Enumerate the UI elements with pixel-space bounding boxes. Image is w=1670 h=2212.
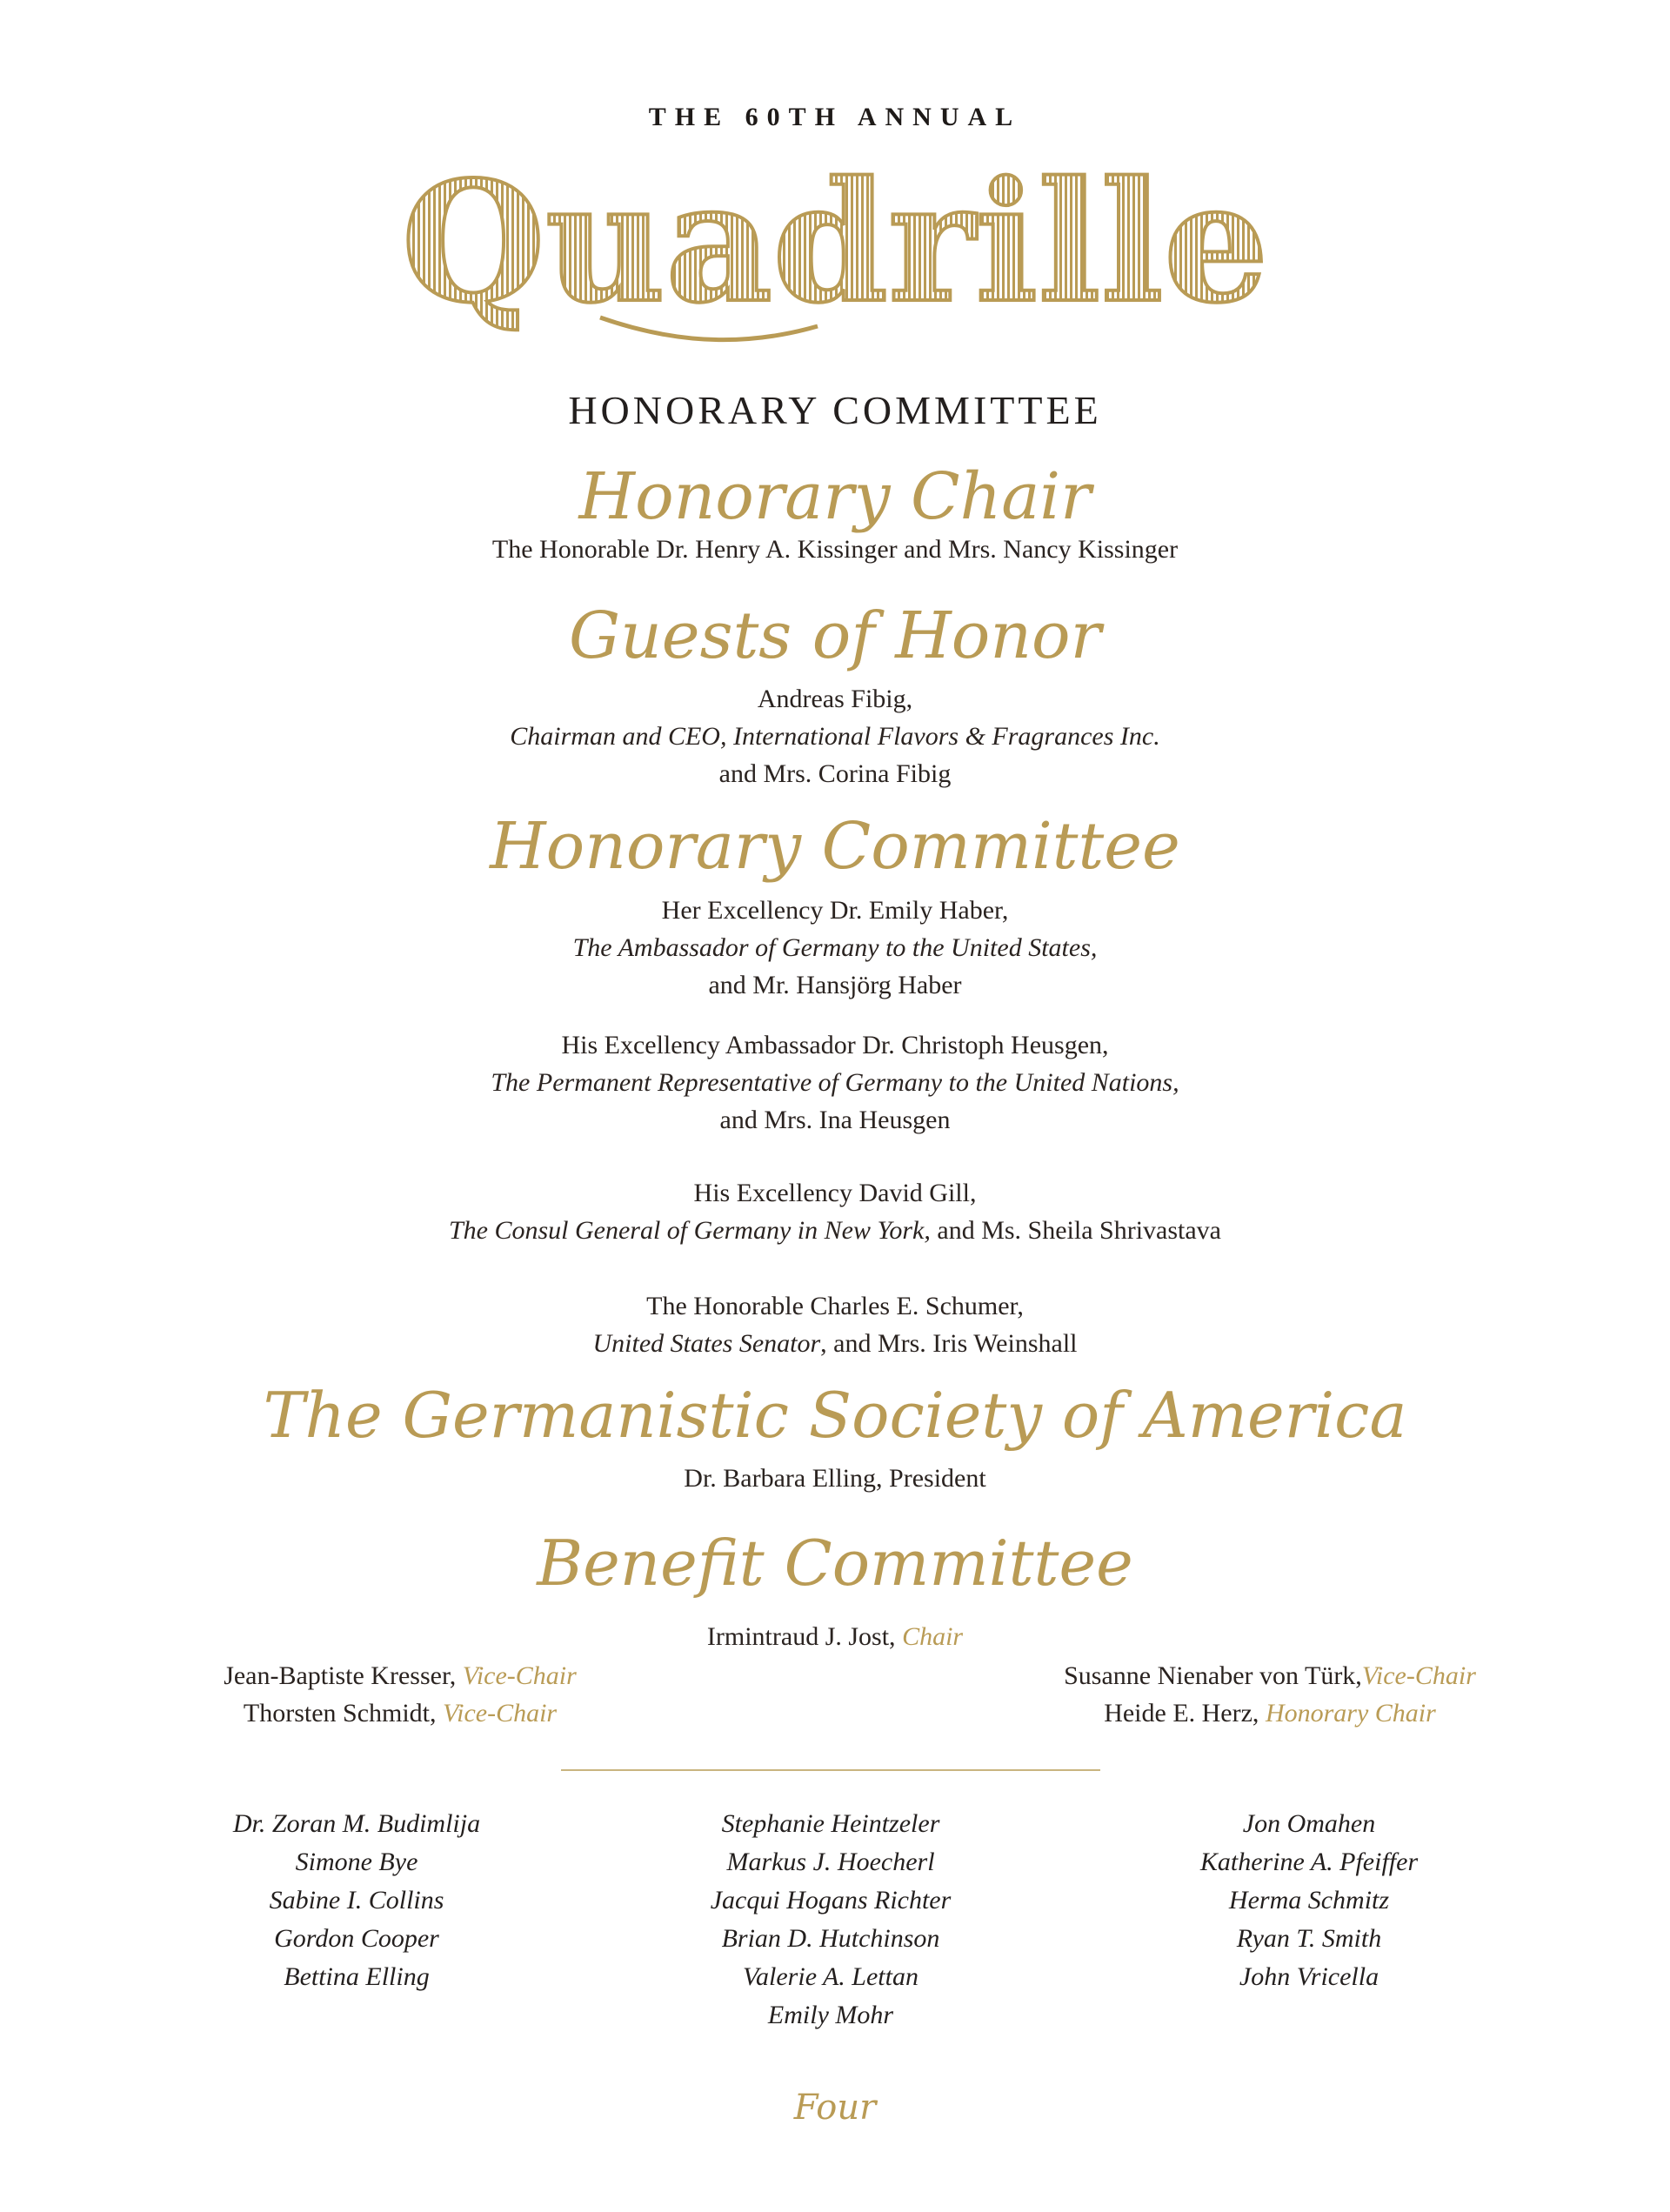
member-column-3 (1092, 1805, 1526, 1996)
page-number: Four (793, 2088, 877, 2128)
society-president: Dr. Barbara Elling, President (684, 1464, 986, 1493)
list-item: Emily Mohr (767, 2001, 894, 2029)
member-role: Vice-Chair (462, 1661, 577, 1690)
committee-entry-name: His Excellency David Gill, (693, 1179, 977, 1207)
benefit-chair-name: Irmintraud J. Jost, (706, 1622, 903, 1651)
honorary-chair-right (1000, 1694, 1540, 1733)
committee-entry-title: The Ambassador of Germany to the United States, (572, 933, 1098, 962)
page-subtitle: HONORARY COMMITTEE (568, 388, 1102, 432)
member-name: Thorsten Schmidt, (243, 1699, 444, 1727)
list-item: Sabine I. Collins (269, 1886, 444, 1915)
committee-entry-name: His Excellency Ambassador Dr. Christoph Heusgen, (561, 1031, 1109, 1059)
committee-entry-spouse: and Mr. Hansjörg Haber (708, 971, 962, 999)
member-column-2 (613, 1805, 1048, 2035)
vice-chair-left-1 (174, 1657, 626, 1695)
benefit-chair (0, 1618, 1670, 1656)
committee-entry-line (0, 1212, 1670, 1250)
guests-heading: Guests of Honor (569, 598, 1101, 673)
vice-chair-right-1 (1000, 1657, 1540, 1695)
committee-entry-title: The Consul General of Germany in New York, (448, 1216, 931, 1245)
list-item: Gordon Cooper (274, 1924, 439, 1953)
honorary-chair-heading: Honorary Chair (578, 459, 1092, 534)
list-item: John Vricella (1239, 1962, 1379, 1991)
quadrille-logo (401, 130, 1269, 348)
committee-entry-title: United States Senator (592, 1329, 821, 1358)
vice-chair-left-2 (174, 1694, 626, 1733)
member-role: Honorary Chair (1265, 1699, 1436, 1727)
list-item: Jacqui Hogans Richter (710, 1886, 952, 1915)
member-column-1 (139, 1805, 574, 1996)
list-item: Markus J. Hoecherl (726, 1848, 935, 1876)
member-name: Jean-Baptiste Kresser, (224, 1661, 463, 1690)
list-item: Stephanie Heintzeler (721, 1809, 940, 1838)
list-item: Ryan T. Smith (1236, 1924, 1382, 1953)
committee-entry-spouse: and Mrs. Ina Heusgen (719, 1106, 951, 1134)
event-kicker: THE 60TH ANNUAL (648, 103, 1022, 131)
guest-title: Chairman and CEO, International Flavors & Fragrances Inc. (510, 722, 1160, 751)
honorary-committee-heading: Honorary Committee (490, 809, 1180, 884)
benefit-chair-role: Chair (902, 1622, 964, 1651)
list-item: Simone Bye (295, 1848, 418, 1876)
member-role: Vice-Chair (1361, 1661, 1476, 1690)
guest-name: Andreas Fibig, (757, 685, 913, 713)
honorary-chair-line: The Honorable Dr. Henry A. Kissinger and Mrs. Nancy Kissinger (491, 535, 1179, 564)
logo-text: Quadrille (401, 145, 1269, 339)
list-item: Bettina Elling (284, 1962, 430, 1991)
list-item: Valerie A. Lettan (743, 1962, 918, 1991)
benefit-committee-heading: Benefit Committee (537, 1527, 1133, 1600)
committee-entry-line (0, 1325, 1670, 1363)
member-name: Heide E. Herz, (1104, 1699, 1266, 1727)
committee-entry-spouse: , and Mrs. Iris Weinshall (820, 1329, 1078, 1358)
list-item: Dr. Zoran M. Budimlija (232, 1809, 481, 1838)
guest-spouse: and Mrs. Corina Fibig (718, 759, 952, 788)
list-item: Jon Omahen (1242, 1809, 1376, 1838)
committee-entry-title: The Permanent Representative of Germany to the United Nations, (491, 1068, 1179, 1097)
committee-entry-name: Her Excellency Dr. Emily Haber, (661, 896, 1009, 925)
committee-entry-spouse: and Ms. Sheila Shrivastava (930, 1216, 1221, 1245)
list-item: Herma Schmitz (1228, 1886, 1390, 1915)
committee-entry-name: The Honorable Charles E. Schumer, (646, 1292, 1024, 1320)
member-role: Vice-Chair (443, 1699, 558, 1727)
list-item: Katherine A. Pfeiffer (1199, 1848, 1419, 1876)
society-heading: The Germanistic Society of America (263, 1379, 1407, 1452)
list-item: Brian D. Hutchinson (721, 1924, 940, 1953)
divider-rule (561, 1769, 1100, 1771)
member-name: Susanne Nienaber von Türk, (1064, 1661, 1362, 1690)
